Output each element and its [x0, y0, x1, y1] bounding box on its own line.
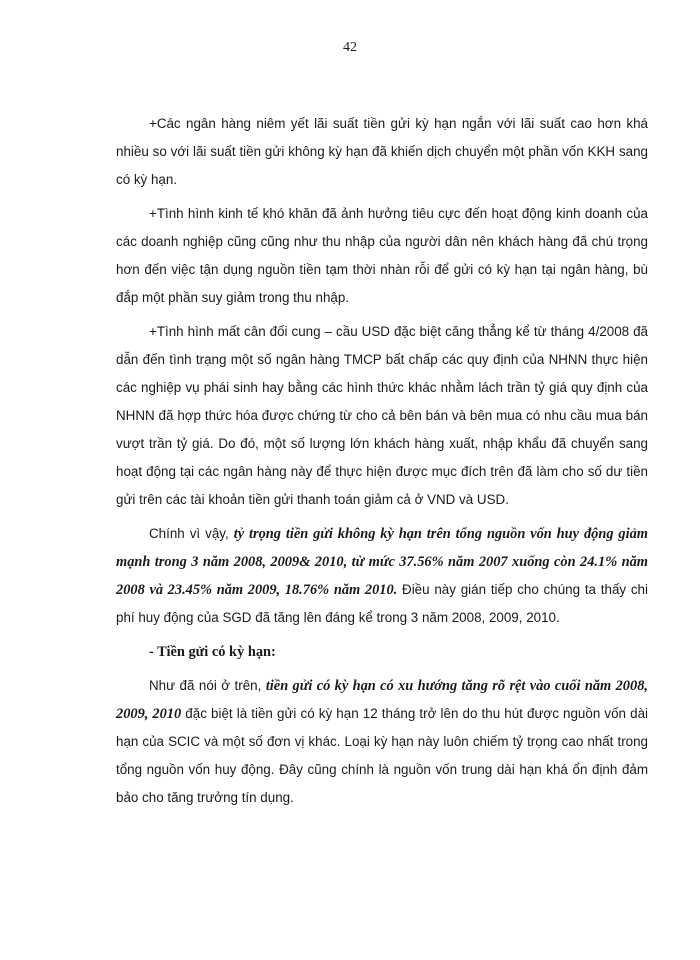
paragraph-text: Như đã nói ở trên, — [149, 678, 266, 693]
emphasized-text: tiền gửi có kỳ hạn có xu hướng tăng rõ rệt vào cuối năm 2008, 2009, 2010 — [116, 678, 648, 722]
paragraph-text: Chính vì vậy, — [149, 526, 234, 541]
section-heading-term-deposits: - Tiền gửi có kỳ hạn: — [149, 644, 276, 660]
paragraph-demand-deposit-share — [116, 520, 648, 632]
emphasized-text: tỷ trọng tiền gửi không kỳ hạn trên tổng nguồn vốn huy động giảm mạnh trong 3 năm 2008, 2009& 2010, từ mức 37.56% năm 2007 xuống còn 24.1% năm 2008 và 23.45% năm 2009, 18.76% năm 2010. — [116, 526, 648, 598]
paragraph-term-deposits — [116, 672, 648, 812]
paragraph-text: Điều này gián tiếp cho chúng ta thấy chi phí huy động của SGD đã tăng lên đáng kể trong 3 năm 2008, 2009, 2010. — [116, 582, 648, 625]
document-body — [116, 110, 648, 812]
paragraph-text: đặc biệt là tiền gửi có kỳ hạn 12 tháng trở lên do thu hút được nguồn vốn dài hạn của SCIC và một số đơn vị khác. Loại kỳ hạn này luôn chiếm tỷ trọng cao nhất trong tổng nguồn vốn huy động. Đây cũng chính là nguồn vốn trung dài hạn khá ổn định đảm bảo cho tăng trưởng tín dụng. — [116, 706, 648, 805]
paragraph-usd-imbalance: +Tình hình mất cân đối cung – cầu USD đặc biệt căng thẳng kể từ tháng 4/2008 đã dẫn đến tình trạng một số ngân hàng TMCP bất chấp các quy định của NHNN thực hiện các nghiệp vụ phái sinh hay bằng các hình thức khác nhằm lách trần tỷ giá quy định của NHNN đã hợp thức hóa được chứng từ cho cả bên bán và bên mua có nhu cầu mua bán vượt trần tỷ giá. Do đó, một số lượng lớn khách hàng xuất, nhập khẩu đã chuyển sang hoạt động tại các ngân hàng này để thực hiện được mục đích trên đã làm cho số dư tiền gửi trên các tài khoản tiền gửi thanh toán giảm cả ở VND và USD. — [116, 324, 648, 507]
paragraph-economic-situation: +Tình hình kinh tế khó khăn đã ảnh hưởng tiêu cực đến hoạt động kinh doanh của các doanh nghiệp cũng cũng như thu nhập của người dân nên khách hàng đã chú trọng hơn đến việc tận dụng nguồn tiền tạm thời nhàn rỗi để gửi có kỳ hạn tại ngân hàng, bù đắp một phần suy giảm trong thu nhập. — [116, 206, 648, 305]
page-number: 42 — [343, 40, 357, 55]
paragraph-interest-rates: +Các ngân hàng niêm yết lãi suất tiền gửi kỳ hạn ngắn với lãi suất cao hơn khá nhiều so với lãi suất tiền gửi không kỳ hạn đã khiến dịch chuyển một phần vốn KKH sang có kỳ hạn. — [116, 116, 648, 187]
